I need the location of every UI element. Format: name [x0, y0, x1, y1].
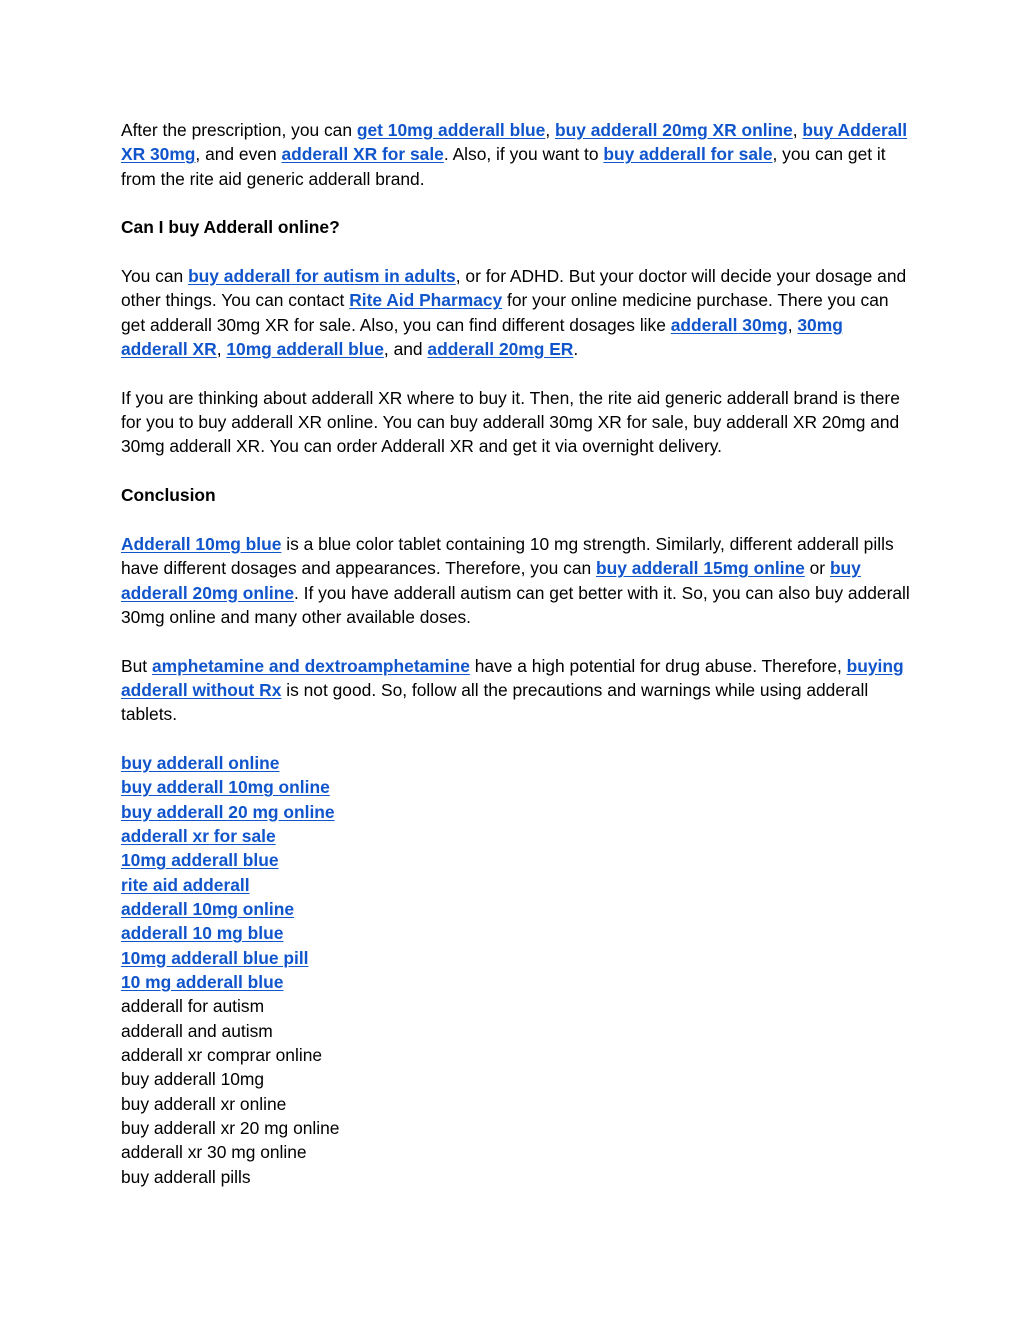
link-get-10mg-adderall-blue[interactable]: get 10mg adderall blue — [356, 120, 546, 140]
link-adderall-10mg-blue[interactable]: Adderall 10mg blue — [121, 533, 282, 554]
paragraph-text: You can — [121, 266, 189, 287]
keyword-link-item — [121, 800, 911, 824]
paragraph-buy-online — [121, 264, 911, 361]
paragraph-text: have a high potential for drug abuse. Therefore, — [469, 655, 847, 676]
link-adderall-30mg[interactable]: adderall 30mg — [670, 314, 788, 335]
heading-can-i-buy: Can I buy Adderall online? — [121, 217, 340, 238]
paragraph-text: . — [573, 339, 579, 360]
paragraph-abuse-warning — [121, 654, 911, 727]
keyword-text-item: adderall for autism — [121, 996, 265, 1017]
keyword-link-item — [121, 873, 911, 897]
paragraph-text: , — [792, 120, 803, 140]
keyword-text-item: adderall xr 30 mg online — [121, 1142, 307, 1163]
paragraph-text: After the prescription, you can — [121, 120, 357, 140]
keyword-link[interactable]: adderall 10mg online — [121, 899, 294, 919]
keyword-link-item — [121, 824, 911, 848]
paragraph-text: , — [545, 120, 555, 140]
keyword-link[interactable]: buy adderall online — [121, 752, 280, 773]
paragraph-text: is not good. So, follow all the precautions and warnings while using adderall tablets. — [121, 679, 869, 725]
paragraph-text: or — [804, 558, 830, 579]
link-10mg-adderall-blue[interactable]: 10mg adderall blue — [226, 339, 384, 360]
paragraph-text: But — [121, 655, 152, 676]
link-adderall-20mg-er[interactable]: adderall 20mg ER — [427, 339, 574, 360]
paragraph-conclusion — [121, 532, 911, 629]
keyword-link-item — [121, 897, 911, 921]
link-buy-adderall-xr-30mg[interactable]: buy Adderall XR 30mg — [121, 120, 908, 165]
keyword-link[interactable]: 10mg adderall blue — [121, 850, 279, 871]
link-buy-adderall-20mg-xr-online[interactable]: buy adderall 20mg XR online — [555, 120, 793, 140]
keyword-link[interactable]: rite aid adderall — [121, 874, 250, 895]
keyword-list — [121, 751, 911, 1189]
keyword-link-item — [121, 775, 911, 799]
keyword-link[interactable]: buy adderall 20 mg online — [121, 801, 335, 822]
keyword-text-item: buy adderall 10mg — [121, 1069, 265, 1090]
keyword-text-item: buy adderall xr 20 mg online — [121, 1118, 340, 1139]
keyword-text-item: adderall xr comprar online — [121, 1045, 323, 1066]
keyword-link[interactable]: 10 mg adderall blue — [121, 972, 284, 993]
keyword-link[interactable]: adderall xr for sale — [121, 825, 276, 846]
keyword-text-item: adderall and autism — [121, 1020, 273, 1041]
paragraph-text: is a blue color tablet containing 10 mg strength. Similarly, different adderall pills have different dosages and appearances. Therefore, you can — [121, 533, 894, 579]
keyword-text-item: buy adderall pills — [121, 1166, 251, 1187]
paragraph-text: . Also, if you want to — [443, 144, 604, 165]
link-buy-adderall-15mg-online[interactable]: buy adderall 15mg online — [596, 558, 805, 579]
keyword-link[interactable]: 10mg adderall blue pill — [121, 947, 309, 968]
heading-conclusion: Conclusion — [121, 485, 216, 506]
keyword-text-item: buy adderall xr online — [121, 1093, 287, 1114]
keyword-link[interactable]: buy adderall 10mg online — [121, 777, 330, 798]
link-adderall-xr-for-sale[interactable]: adderall XR for sale — [281, 144, 444, 165]
keyword-link-item — [121, 946, 911, 970]
link-rite-aid-pharmacy[interactable]: Rite Aid Pharmacy — [349, 290, 503, 311]
keyword-link-item — [121, 970, 911, 994]
document-page — [121, 118, 911, 1189]
link-amphetamine-and-dextroamphetamine[interactable]: amphetamine and dextroamphetamine — [151, 655, 470, 676]
paragraph-text: , — [216, 339, 227, 360]
paragraph-where-to-buy: If you are thinking about adderall XR where to buy it. Then, the rite aid generic adderall brand is there for you to buy adderall XR online. You can buy adderall 30mg XR for sale, buy adderall XR 20mg and 30mg adderall XR. You can order Adderall XR and get it via overnight delivery. — [121, 387, 900, 457]
link-buying-adderall-without-rx[interactable]: buying adderall without Rx — [121, 655, 904, 700]
link-30mg-adderall-xr[interactable]: 30mg adderall XR — [121, 314, 843, 360]
link-buy-adderall-20mg-online[interactable]: buy adderall 20mg online — [121, 558, 861, 603]
paragraph-text: for your online medicine purchase. There you can get adderall 30mg XR for sale. Also, you can find different dosages like — [121, 290, 889, 335]
link-buy-adderall-for-sale[interactable]: buy adderall for sale — [603, 144, 773, 165]
paragraph-text: , or for ADHD. But your doctor will decide your dosage and other things. You can contact — [121, 266, 907, 311]
paragraph-text: , — [787, 314, 798, 335]
paragraph-text: . If you have adderall autism can get better with it. So, you can also buy adderall 30mg online and many other available doses. — [121, 582, 910, 627]
paragraph-text: , and — [383, 339, 428, 360]
paragraph-prescription — [121, 118, 911, 191]
keyword-link-item — [121, 921, 911, 945]
paragraph-text: , and even — [195, 144, 282, 165]
paragraph-text: , you can get it from the rite aid generic adderall brand. — [121, 144, 886, 189]
keyword-link-item — [121, 751, 911, 775]
keyword-link[interactable]: adderall 10 mg blue — [121, 923, 284, 944]
keyword-link-item — [121, 848, 911, 872]
link-buy-adderall-for-autism-in-adults[interactable]: buy adderall for autism in adults — [188, 266, 456, 287]
